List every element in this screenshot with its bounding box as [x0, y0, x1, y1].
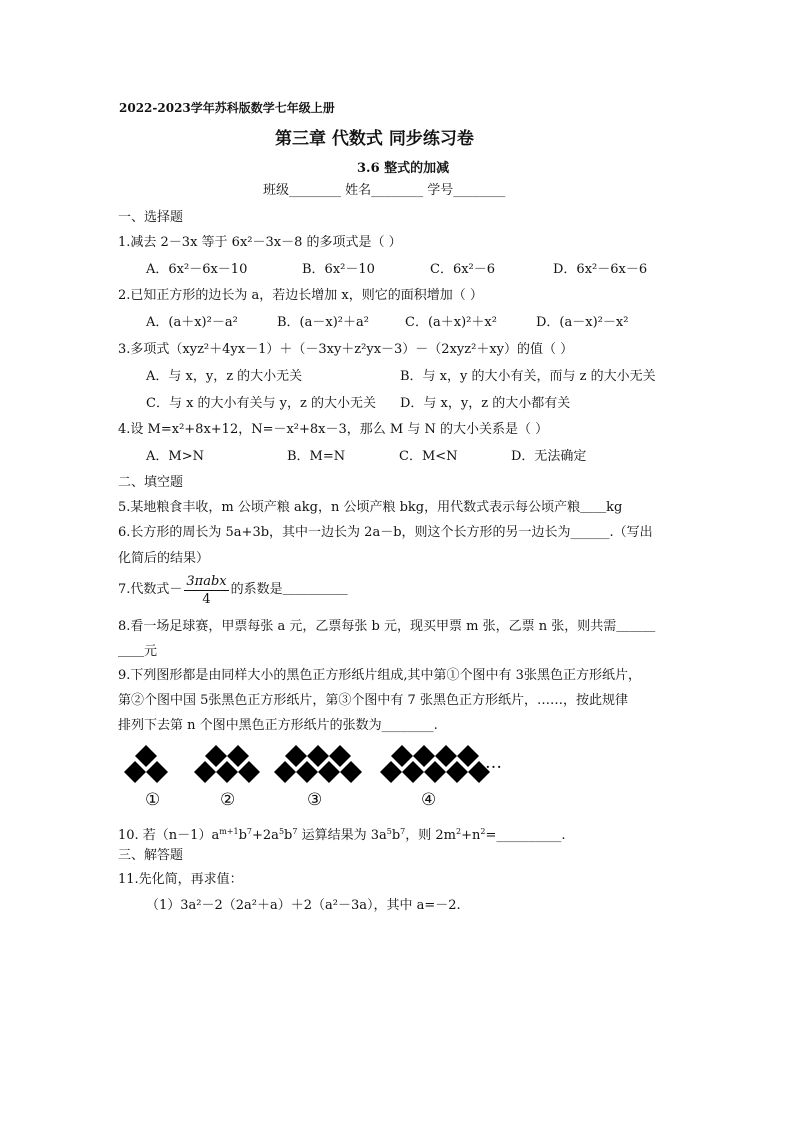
q7-fraction — [184, 573, 228, 608]
q1-stem: 1.减去 2－3x 等于 6x²－3x－8 的多项式是（ ） — [118, 235, 402, 250]
q1-option-a: A．6x²－6x－10 — [146, 262, 248, 277]
part3-heading: 三、解答题 — [118, 848, 184, 863]
q4-option-d: D．无法确定 — [511, 449, 587, 464]
q9-figure-1-square — [135, 745, 157, 767]
q9-text-line2: 第②个图中国 5张黑色正方形纸片，第③个图中有 7 张黑色正方形纸片，……，按此规律 — [118, 693, 628, 708]
q3-option-a: A．与 x，y，z 的大小无关 — [146, 369, 303, 384]
q9-figure-2-square — [216, 761, 238, 783]
q9-text-line3: 排列下去第 n 个图中黑色正方形纸片的张数为________. — [118, 718, 438, 733]
q9-figure-4-square — [457, 745, 479, 767]
q9-figure-4-square — [446, 761, 468, 783]
q9-figure-2-square — [238, 761, 260, 783]
q9-figure-3-square — [340, 761, 362, 783]
q4-option-c: C．M<N — [399, 449, 458, 464]
q2-option-c: C．(a＋x)²＋x² — [405, 315, 497, 330]
q4-option-b: B．M=N — [287, 449, 346, 464]
q9-figure-label-2: ② — [220, 790, 236, 810]
q7-prefix: 7.代数式－ — [118, 582, 183, 597]
q3-option-b: B．与 x，y 的大小有关，而与 z 的大小无关 — [400, 369, 656, 384]
q9-figure-ellipsis: … — [485, 753, 502, 773]
chapter-title: 第三章 代数式 同步练习卷 — [275, 129, 474, 149]
q11-stem: 11.先化简，再求值： — [118, 872, 243, 887]
q3-option-d: D．与 x，y，z 的大小都有关 — [400, 396, 571, 411]
q9-figure-label-1: ① — [145, 790, 161, 810]
q2-option-a: A．(a＋x)²－a² — [146, 315, 238, 330]
q9-figure-4-square — [413, 745, 435, 767]
q4-stem: 4.设 M=x²+8x+12，N=－x²+8x－3，那么 M 与 N 的大小关系是（ ） — [118, 422, 549, 437]
q9-pattern-figures — [120, 742, 520, 790]
q2-stem: 2.已知正方形的边长为 a，若边长增加 x，则它的面积增加（ ） — [118, 288, 483, 303]
q9-text-line1: 9.下列图形都是由同样大小的黑色正方形纸片组成,其中第①个图中有 3张黑色正方形纸片， — [118, 668, 641, 683]
q9-figure-4-square — [435, 745, 457, 767]
q9-figure-3-square — [307, 745, 329, 767]
q9-figure-label-4: ④ — [421, 790, 437, 810]
q11-part1: （1）3a²－2（2a²＋a）＋2（a²－3a），其中 a=－2. — [146, 898, 461, 913]
q9-figure-2-square — [194, 761, 216, 783]
q1-option-c: C．6x²－6 — [430, 262, 496, 277]
q9-figure-2-square — [205, 745, 227, 767]
section-title: 3.6 整式的加减 — [357, 161, 450, 176]
student-fields: 班级________ 姓名________ 学号________ — [263, 183, 506, 198]
q9-figure-3-square — [296, 761, 318, 783]
q7-suffix: 的系数是＿＿＿＿＿ — [230, 582, 348, 597]
q7-fraction-denominator: 4 — [202, 591, 211, 607]
q8-text-line2: ＿＿元 — [118, 644, 158, 659]
q9-figure-1-square — [124, 761, 146, 783]
q9-figure-3-square — [318, 761, 340, 783]
series-title: 2022-2023学年苏科版数学七年级上册 — [119, 101, 335, 115]
q9-figure-3-square — [285, 745, 307, 767]
q2-option-b: B．(a－x)²＋a² — [277, 315, 369, 330]
q9-figure-4-square — [391, 745, 413, 767]
q5-text: 5.某地粮食丰收，m 公顷产粮 akg，n 公顷产粮 bkg，用代数式表示每公顷产粮＿＿kg — [118, 500, 623, 515]
q10-part1: 10. 若$(n-1)a^{m+1}b^7+2a^5b^7$ 运算结果为 $3a^5b^7$，则 $2m^2+n^2=\_\_\_\_\_\_\_\_\_\_$. — [118, 827, 566, 843]
q9-figure-4-square — [402, 761, 424, 783]
part2-heading: 二、填空题 — [118, 475, 184, 490]
q10-text — [118, 823, 565, 845]
q9-figure-1-square — [146, 761, 168, 783]
q3-stem: 3.多项式（xyz²＋4yx－1）＋（－3xy＋z²yx－3）－（2xyz²＋xy）的值（ ） — [118, 342, 574, 357]
q8-text-line1: 8.看一场足球赛，甲票每张 a 元，乙票每张 b 元，现买甲票 m 张，乙票 n 张，则共需＿＿＿ — [118, 619, 656, 634]
q1-option-d: D．6x²－6x－6 — [553, 262, 648, 277]
q4-option-a: A．M>N — [146, 449, 204, 464]
q9-figure-label-3: ③ — [307, 790, 323, 810]
q2-option-d: D．(a－x)²－x² — [536, 315, 629, 330]
part1-heading: 一、选择题 — [118, 210, 184, 225]
q6-text-line1: 6.长方形的周长为 5a+3b，其中一边长为 2a－b，则这个长方形的另一边长为______.（写出 — [118, 525, 653, 540]
q9-figure-3-square — [329, 745, 351, 767]
q9-figure-2-square — [227, 745, 249, 767]
q9-figure-4-square — [380, 761, 402, 783]
q3-option-c: C．与 x 的大小有关与 y，z 的大小无关 — [146, 396, 377, 411]
q6-text-line2: 化简后的结果） — [118, 551, 210, 566]
q9-figure-3-square — [274, 761, 296, 783]
q9-figure-4-square — [424, 761, 446, 783]
q1-option-b: B．6x²－10 — [302, 262, 375, 277]
q7-text — [118, 570, 348, 610]
q7-fraction-numerator: 3πabx — [186, 573, 227, 589]
